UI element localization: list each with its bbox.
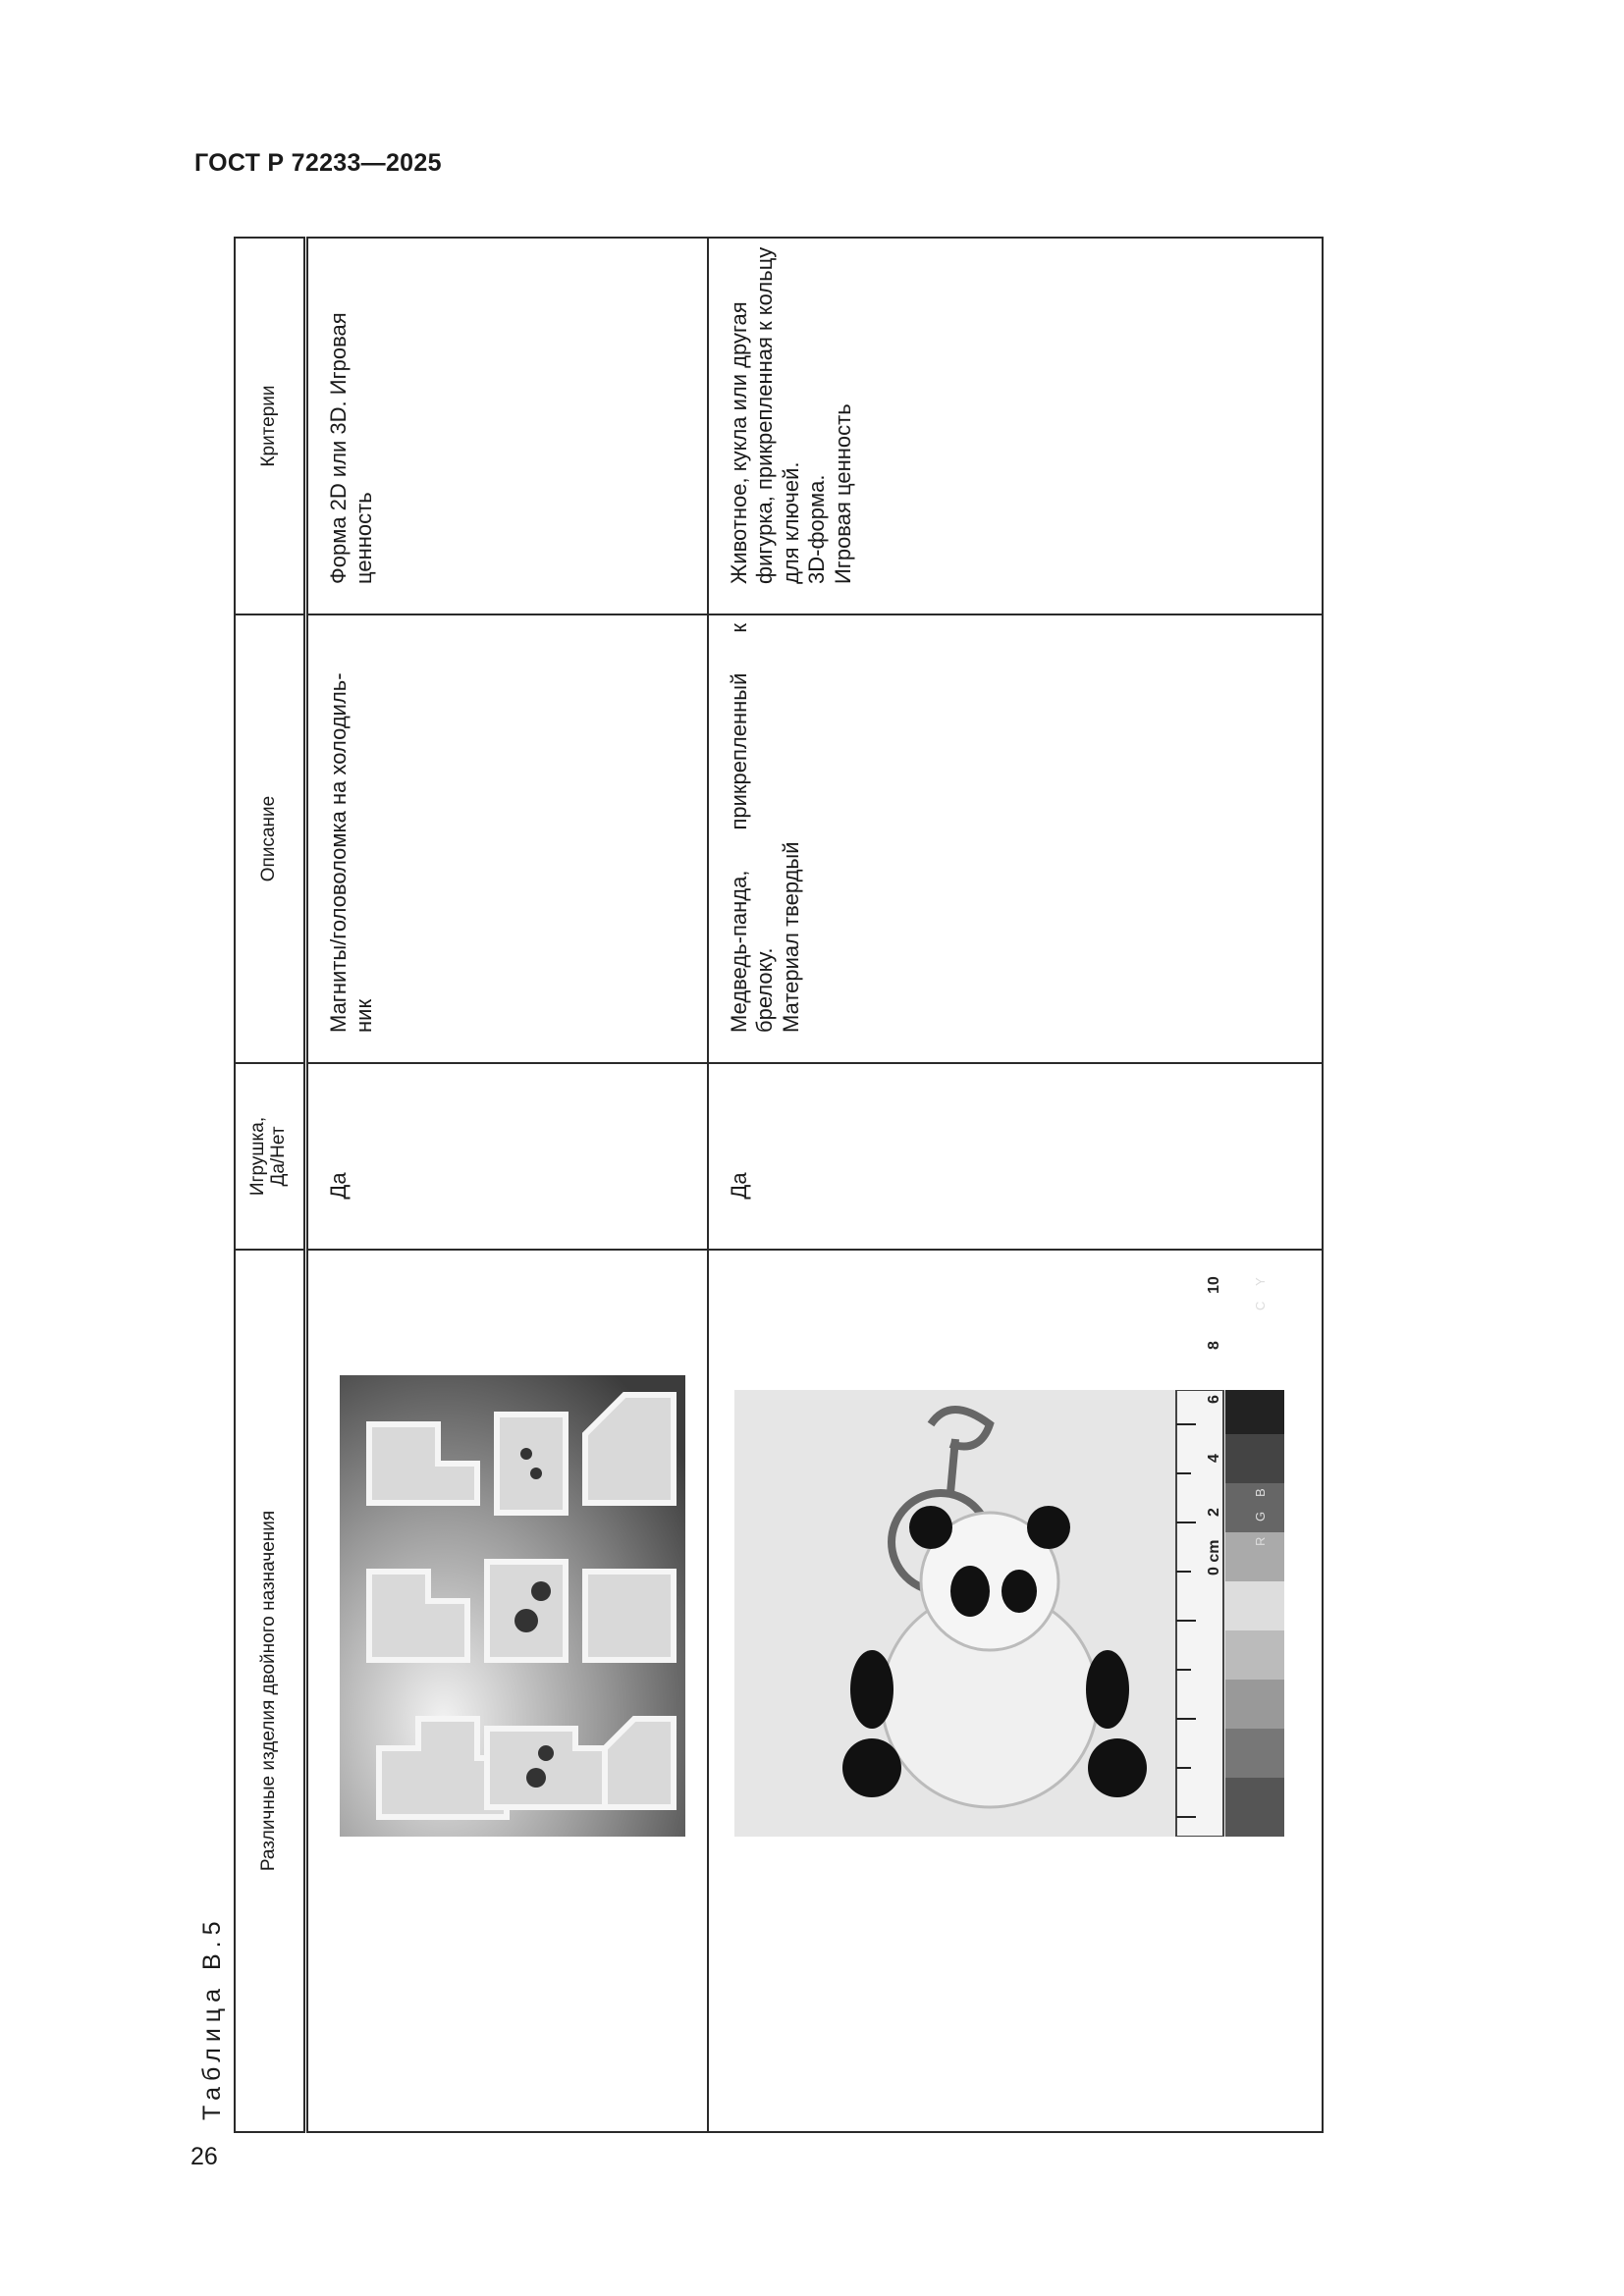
cell-toy-yes <box>305 1063 708 1250</box>
description-text <box>308 615 378 1062</box>
description-line: ник <box>351 998 376 1033</box>
table-header-row <box>235 238 305 2132</box>
column-header-products: Различные изделия двойного назначения <box>235 1250 305 2132</box>
ruler-tick-label: 4 <box>1206 1454 1222 1463</box>
color-chart-label: G <box>1253 1511 1268 1522</box>
cell-description <box>305 614 708 1063</box>
column-header-criteria: Критерии <box>235 238 305 614</box>
color-chart-label: C <box>1253 1301 1268 1310</box>
ruler-tick-label: 10 <box>1206 1276 1222 1294</box>
page-number: 26 <box>190 2143 218 2170</box>
toy-value: Да <box>727 1172 751 1200</box>
cell-criteria <box>708 238 1323 614</box>
ruler-tick-label: 0 cm <box>1206 1539 1222 1575</box>
cell-image-panda <box>708 1250 1323 2132</box>
document-header: ГОСТ Р 72233—2025 <box>194 149 442 177</box>
color-chart-label: B <box>1253 1488 1268 1497</box>
table-row <box>305 238 708 2132</box>
description-text <box>709 615 804 1062</box>
table-row <box>708 238 1323 2132</box>
description-line: Материал твердый <box>778 841 803 1033</box>
ruler-tick-label: 6 <box>1206 1395 1222 1404</box>
ruler-tick-label: 8 <box>1206 1341 1222 1350</box>
criteria-text <box>308 239 378 614</box>
fridge-magnets-photo <box>340 1375 685 1837</box>
dual-purpose-table <box>234 237 1324 2133</box>
column-header-description: Описание <box>235 614 305 1063</box>
rotated-table-container <box>234 239 1322 2133</box>
cell-criteria <box>305 238 708 614</box>
color-chart-label: R <box>1253 1536 1268 1546</box>
toy-value: Да <box>325 1172 351 1200</box>
criteria-text <box>709 239 856 614</box>
description-line: Магниты/головоломка на холодиль- <box>325 672 351 1033</box>
criteria-line: Животное, кукла или другая фигурка, прикрепленная к кольцу для ключей. <box>727 246 803 584</box>
criteria-line: Форма 2D или 3D. Игровая ценность <box>325 312 376 584</box>
ruler-tick-label: 2 <box>1206 1508 1222 1517</box>
column-header-toy: Игрушка, Да/Нет <box>235 1063 305 1250</box>
cell-description <box>708 614 1323 1063</box>
criteria-line: Игровая ценность <box>830 403 855 584</box>
color-chart-label: Y <box>1253 1277 1268 1286</box>
criteria-line: 3D-форма. <box>804 474 830 584</box>
description-line: Медведь-панда, прикрепленный к брелоку. <box>727 623 778 1033</box>
cell-toy-yes <box>708 1063 1323 1250</box>
table-caption: Таблица В.5 <box>198 1915 226 2120</box>
cell-image-magnets <box>305 1250 708 2132</box>
panda-keychain-photo <box>734 1390 1284 1837</box>
